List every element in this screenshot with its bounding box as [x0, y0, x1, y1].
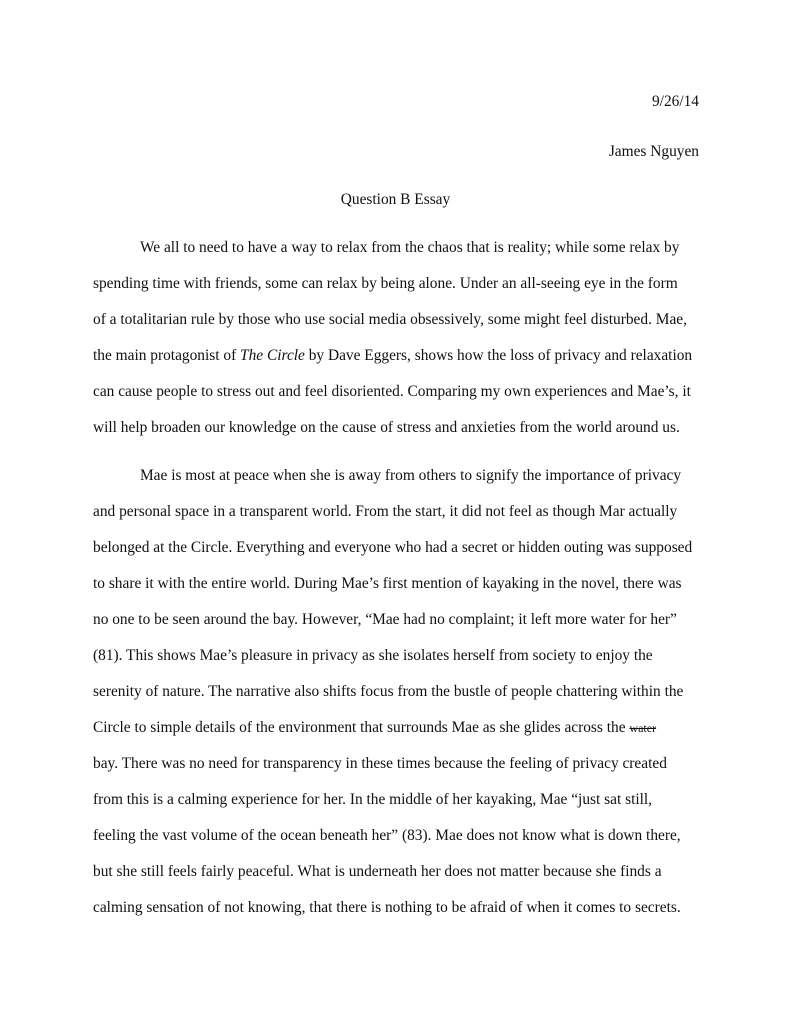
paragraph-2-line-3: belonged at the Circle. Everything and everyone who had a secret or hidden outing was supposed — [93, 539, 693, 556]
paragraph-2-line-6: (81). This shows Mae’s pleasure in privacy as she isolates herself from society to enjoy the — [93, 647, 653, 664]
paragraph-2-line-5: no one to be seen around the bay. However, “Mae had no complaint; it left more water for her” — [93, 611, 677, 628]
paragraph-2-line-9: bay. There was no need for transparency in these times because the feeling of privacy created — [93, 755, 667, 772]
paragraph-2-line-8 — [93, 719, 656, 737]
paragraph-1-line-6: will help broaden our knowledge on the cause of stress and anxieties from the world around us. — [93, 419, 680, 436]
paragraph-2-line-2: and personal space in a transparent world. From the start, it did not feel as though Mar actually — [93, 503, 678, 520]
paragraph-2-line-11: feeling the vast volume of the ocean beneath her” (83). Mae does not know what is down there, — [93, 827, 681, 844]
line-4-text-post: by Dave Eggers, shows how the loss of privacy and relaxation — [304, 347, 693, 364]
paragraph-2-line-1: Mae is most at peace when she is away from others to signify the importance of privacy — [140, 467, 682, 484]
essay-date: 9/26/14 — [651, 93, 699, 110]
paragraph-2-line-12: but she still feels fairly peaceful. What is underneath her does not matter because she finds a — [93, 863, 662, 880]
paragraph-1-line-1: We all to need to have a way to relax from the chaos that is reality; while some relax by — [140, 239, 680, 256]
author-name: James Nguyen — [608, 143, 699, 160]
struck-word: water — [629, 721, 657, 735]
book-title: The Circle — [240, 347, 305, 364]
paragraph-1-line-2: spending time with friends, some can relax by being alone. Under an all-seeing eye in the form — [93, 275, 678, 292]
paragraph-1-line-5: can cause people to stress out and feel disoriented. Comparing my own experiences and Mae’s, it — [93, 383, 691, 400]
paragraph-2-line-10: from this is a calming experience for her. In the middle of her kayaking, Mae “just sat still, — [93, 791, 653, 808]
paragraph-1-line-3: of a totalitarian rule by those who use social media obsessively, some might feel disturbed. Mae, — [93, 311, 687, 328]
line-8-text: Circle to simple details of the environment that surrounds Mae as she glides across the — [93, 719, 630, 736]
line-4-text-pre: the main protagonist of — [93, 347, 241, 364]
paragraph-2-line-7: serenity of nature. The narrative also shifts focus from the bustle of people chattering within the — [93, 683, 684, 700]
paragraph-2-line-4: to share it with the entire world. During Mae’s first mention of kayaking in the novel, there was — [93, 575, 682, 592]
paragraph-2-line-13: calming sensation of not knowing, that there is nothing to be afraid of when it comes to secrets. — [93, 899, 681, 916]
paragraph-1-line-4 — [93, 347, 692, 365]
essay-title: Question B Essay — [340, 191, 451, 208]
